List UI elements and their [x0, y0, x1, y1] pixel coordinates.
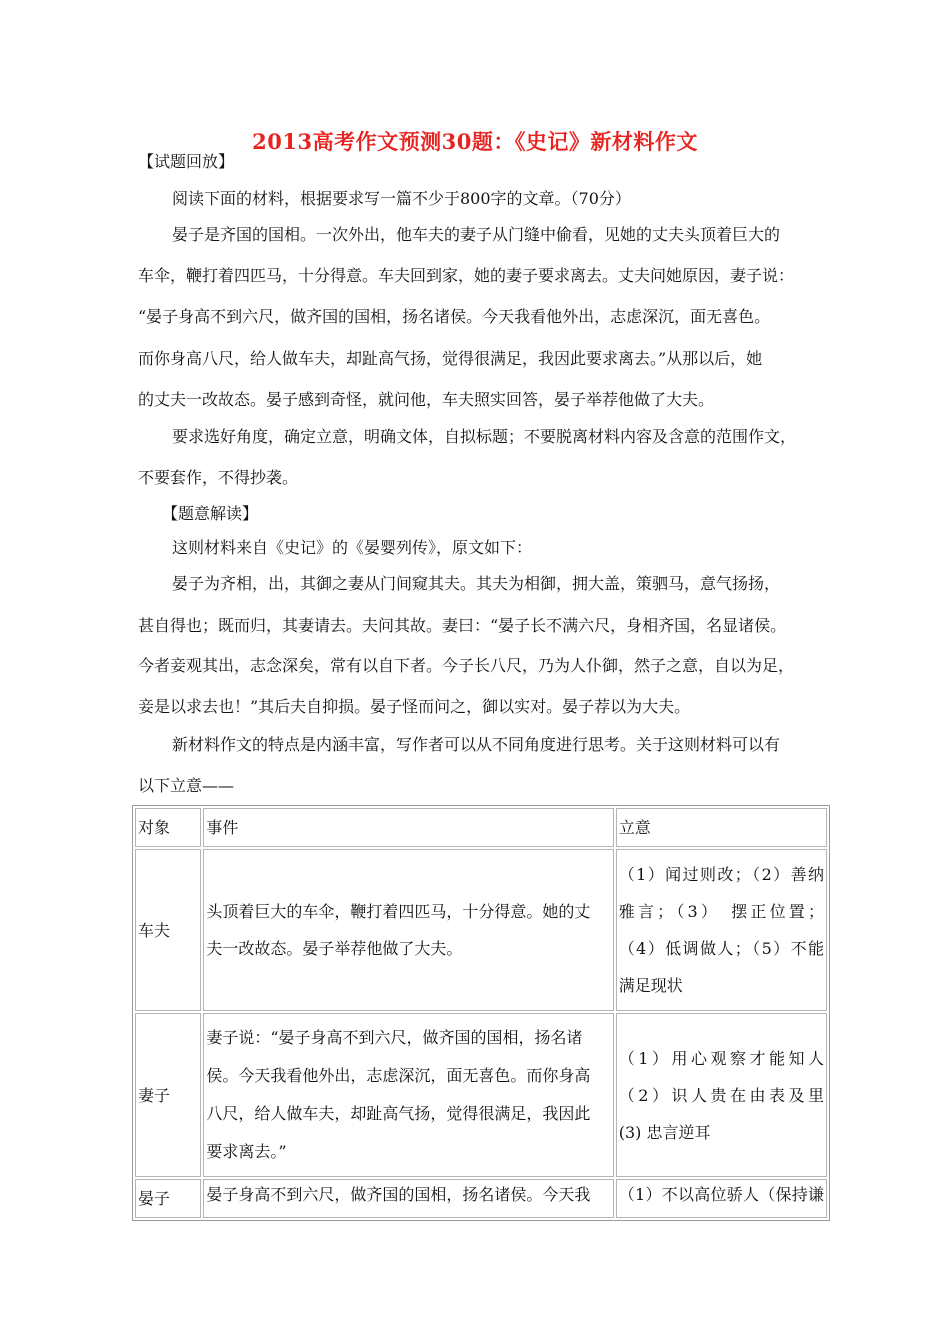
event-line: 八尺，给人做车夫，却趾高气扬，觉得很满足，我因此: [206, 1104, 591, 1123]
table-header-cell: 事件: [203, 808, 613, 847]
original-text-line: 晏子为齐相，出，其御之妻从门间窥其夫。其夫为相御，拥大盖，策驷马，意气扬扬，: [172, 574, 781, 593]
table-row: [135, 1013, 827, 1177]
table-cell-object: 车夫: [135, 849, 201, 1011]
source-paragraph: 这则材料来自《史记》的《晏婴列传》，原文如下：: [172, 538, 533, 557]
event-line: 侯。今天我看他外出，志虑深沉，面无喜色。而你身高: [206, 1066, 591, 1085]
instruction-paragraph: 阅读下面的材料，根据要求写一篇不少于800字的文章。（70分）: [172, 189, 631, 208]
analysis-table: [132, 805, 830, 1221]
table-header-cell: 对象: [135, 808, 201, 847]
event-line: 头顶着巨大的车伞，鞭打着四匹马，十分得意。她的丈: [206, 902, 591, 921]
idea-line: 雅言；（3） 摆正位置；: [618, 902, 824, 921]
table-cell-idea: [616, 849, 827, 1011]
material-line: 车伞，鞭打着四匹马，十分得意。车夫回到家，她的妻子要求离去。丈夫问她原因，妻子说：: [138, 266, 795, 285]
table-row: [135, 1179, 827, 1218]
requirements-line: 要求选好角度，确定立意，明确文体，自拟标题；不要脱离材料内容及含意的范围作文，: [172, 427, 797, 446]
analysis-line: 以下立意——: [138, 776, 235, 795]
material-line: 而你身高八尺，给人做车夫，却趾高气扬，觉得很满足，我因此要求离去。”从那以后，她: [138, 349, 763, 368]
event-line: 夫一改故态。晏子举荐他做了大夫。: [206, 939, 463, 958]
table-cell-event: [203, 1179, 613, 1218]
analysis-line: 新材料作文的特点是内涵丰富，写作者可以从不同角度进行思考。关于这则材料可以有: [172, 735, 781, 754]
idea-line: （2）识人贵在由表及里: [618, 1085, 824, 1105]
idea-line: （1）不以高位骄人（保持谦: [618, 1185, 824, 1204]
event-line: 晏子身高不到六尺，做齐国的国相，扬名诸侯。今天我: [206, 1185, 591, 1204]
section-heading-question: 【试题回放】: [138, 152, 235, 171]
table-header-cell: 立意: [616, 808, 827, 847]
event-line: 要求离去。”: [206, 1142, 287, 1161]
material-line: “晏子身高不到六尺，做齐国的国相，扬名诸侯。今天我看他外出，志虑深沉，面无喜色。: [138, 307, 771, 326]
table-cell-event: [203, 849, 613, 1011]
original-text-line: 妾是以求去也！”其后夫自抑损。晏子怪而问之，御以实对。晏子荐以为大夫。: [138, 697, 691, 716]
idea-line: （1）用心观察才能知人: [618, 1048, 824, 1068]
table-cell-idea: [616, 1013, 827, 1177]
event-line: 妻子说：“晏子身高不到六尺，做齐国的国相，扬名诸: [206, 1028, 583, 1047]
idea-line: (3) 忠言逆耳: [618, 1122, 711, 1142]
requirements-line: 不要套作，不得抄袭。: [138, 468, 299, 487]
table-row: [135, 849, 827, 1011]
document-title: 2013高考作文预测30题：《史记》新材料作文: [252, 129, 698, 154]
idea-line: 满足现状: [618, 976, 683, 995]
table-cell-event: [203, 1013, 613, 1177]
section-heading-analysis: 【题意解读】: [162, 504, 259, 523]
material-line: 的丈夫一改故态。晏子感到奇怪，就问他，车夫照实回答，晏子举荐他做了大夫。: [138, 390, 715, 409]
table-cell-object: 妻子: [135, 1013, 201, 1177]
original-text-line: 今者妾观其出，志念深矣，常有以自下者。今子长八尺，乃为人仆御，然子之意，自以为足，: [138, 656, 795, 675]
table-cell-idea: [616, 1179, 827, 1218]
idea-line: （1）闻过则改；（2）善纳: [618, 865, 824, 884]
table-cell-object: 晏子: [135, 1179, 201, 1218]
original-text-line: 甚自得也；既而归，其妻请去。夫问其故。妻曰：“晏子长不满六尺，身相齐国，名显诸侯。: [138, 616, 787, 635]
idea-line: （4）低调做人；（5）不能: [618, 939, 824, 958]
material-line: 晏子是齐国的国相。一次外出，他车夫的妻子从门缝中偷看，见她的丈夫头顶着巨大的: [172, 225, 781, 244]
table-header-row: [135, 808, 827, 847]
